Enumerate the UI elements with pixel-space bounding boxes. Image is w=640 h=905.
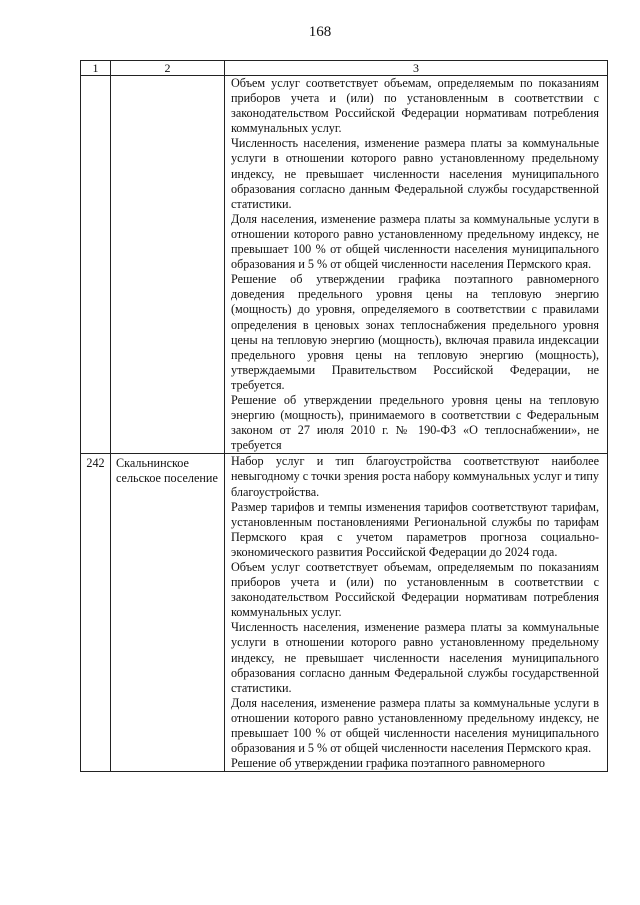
paragraph: Объем услуг соответствует объемам, определяемым по показаниям приборов учета и (или) по установленным в соответствии с законодательством Российской Федерации нормативам потребления коммунальных услуг. [231, 76, 599, 136]
settlement-name-cell [111, 76, 225, 454]
paragraph: Доля населения, изменение размера платы за коммунальные услуги в отношении которого равно установленному предельному индексу, не превышает 100 % от общей численности населения муниципального образования и 5 % от общей численности населения Пермского края. [231, 211, 599, 272]
paragraph: Численность населения, изменение размера платы за коммунальные услуги в отношении которого равно установленному предельному индексу, не превышает численности населения муниципального образования согласно данным Федеральной службы государственной статистики. [231, 136, 599, 211]
conditions-cell [225, 76, 608, 454]
paragraph: Решение об утверждении предельного уровня цены на тепловую энергию (мощность), принимаемого в соответствии с Федеральным законом от 27 июля 2010 г. № 190-ФЗ «О теплоснабжении», не требуется [231, 392, 599, 453]
settlement-name-cell: Скальнинское сельское поселение [111, 454, 225, 772]
paragraph: Доля населения, изменение размера платы за коммунальные услуги в отношении которого равно установленному предельному индексу, не превышает 100 % от общей численности населения муниципального образования и 5 % от общей численности населения Пермского края. [231, 695, 599, 756]
conditions-cell [225, 454, 608, 772]
row-number-cell: 242 [81, 454, 111, 772]
row-number-cell [81, 76, 111, 454]
table-header-row [81, 61, 608, 76]
paragraph: Решение об утверждении графика поэтапного равномерного доведения предельного уровня цены на тепловую энергию (мощность) до уровня, определяемого в соответствии с правилами определения в ценовых зонах теплоснабжения предельного уровня цены на тепловую энергию (мощность), включая правила индексации предельного уровня цены на тепловую энергию (мощность), утверждаемыми Правительством Российской Федерации, не требуется. [231, 272, 599, 392]
table-row-continuation [81, 76, 608, 454]
paragraph: Объем услуг соответствует объемам, определяемым по показаниям приборов учета и (или) по установленным в соответствии с законодательством Российской Федерации нормативам потребления коммунальных услуг. [231, 560, 599, 620]
page-number: 168 [308, 24, 332, 40]
paragraph: Численность населения, изменение размера платы за коммунальные услуги в отношении которого равно установленному предельному индексу, не превышает численности населения муниципального образования согласно данным Федеральной службы государственной статистики. [231, 620, 599, 695]
column-header-1: 1 [81, 61, 111, 76]
column-header-3: 3 [225, 61, 608, 76]
paragraph: Размер тарифов и темпы изменения тарифов соответствуют тарифам, установленным постановлениями Региональной службы по тарифам Пермского края с учетом параметров прогноза социально-экономического развития Российской Федерации до 2024 года. [231, 499, 599, 559]
document-table [80, 60, 608, 772]
column-header-2: 2 [111, 61, 225, 76]
paragraph: Набор услуг и тип благоустройства соответствуют наиболее невыгодному с точки зрения роста набору коммунальных услуг и типу благоустройства. [231, 454, 599, 499]
paragraph: Решение об утверждении графика поэтапного равномерного [231, 756, 545, 771]
table-row-242 [81, 454, 608, 772]
